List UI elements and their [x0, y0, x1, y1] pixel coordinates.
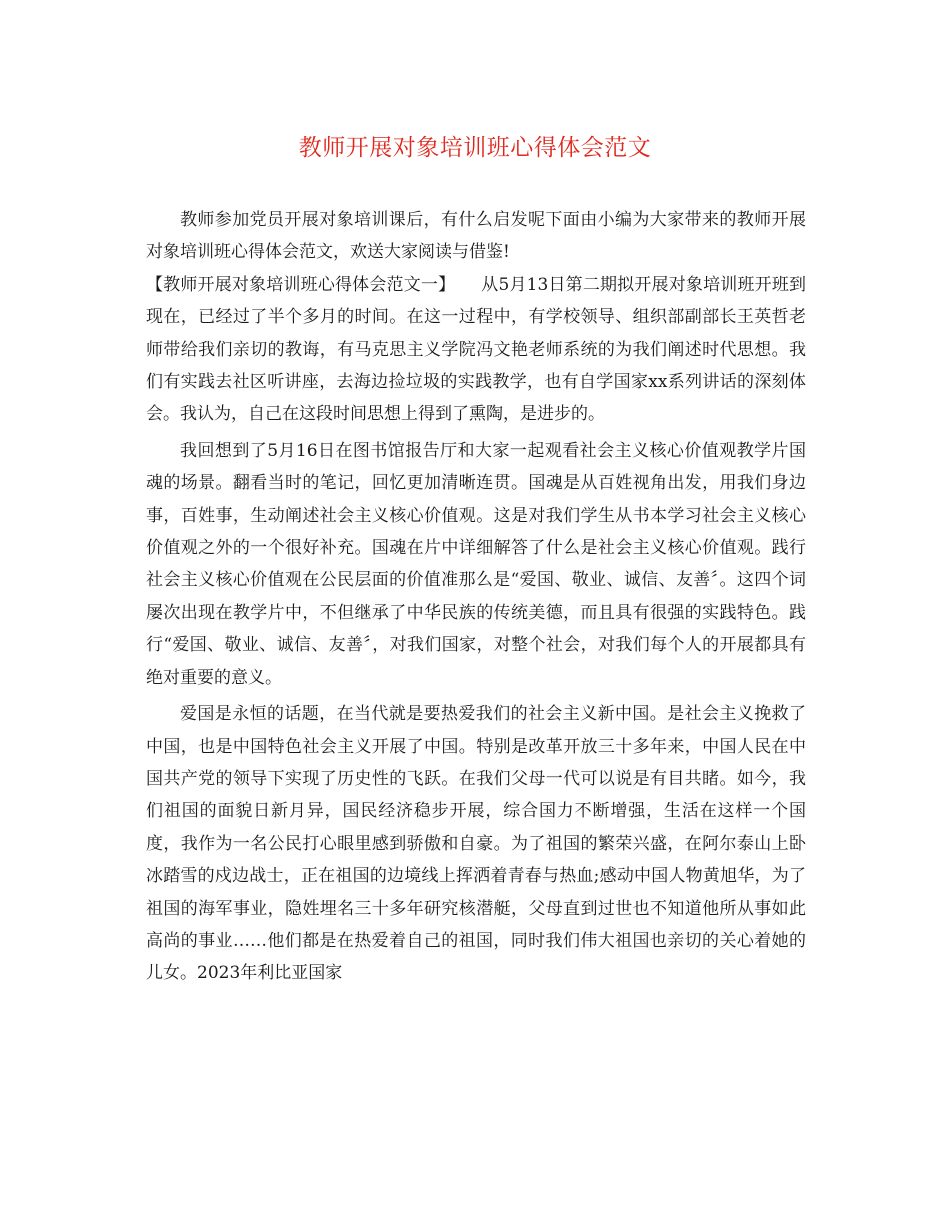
section1-body: 从5月13日第二期拟开展对象培训班开班到现在，已经过了半个多月的时间。在这一过程中，有学校领导、组织部副部长王英哲老师带给我们亲切的教诲，有马克思主义学院冯文艳老师系统的为我们阐述时代思想。我们有实践去社区听讲座，去海边捡垃圾的实践教学，也有自学国家xx系列讲话的深刻体会。我认为，自己在这段时间思想上得到了熏陶，是进步的。 — [146, 274, 807, 425]
memory-paragraph: 我回想到了5月16日在图书馆报告厅和大家一起观看社会主义核心价值观教学片国魂的场景。翻看当时的笔记，回忆更加清晰连贯。国魂是从百姓视角出发，用我们身边事，百姓事，生动阐述社会主义核心价值观。这是对我们学生从书本学习社会主义核心价值观之外的一个很好补充。国魂在片中详细解答了什么是社会主义核心价值观。践行社会主义核心价值观在公民层面的价值准那么是“爱国、敬业、诚信、友善〞。这四个词屡次出现在教学片中，不但继承了中华民族的传统美德，而且具有很强的实践特色。践行“爱国、敬业、诚信、友善〞，对我们国家，对整个社会，对我们每个人的开展都具有绝对重要的意义。 — [146, 440, 806, 688]
section1-paragraph — [146, 269, 806, 431]
document-title: 教师开展对象培训班心得体会范文 — [298, 135, 652, 161]
document-body — [146, 204, 806, 990]
patriotism-paragraph: 爱国是永恒的话题，在当代就是要热爱我们的社会主义新中国。是社会主义挽救了中国，也是中国特色社会主义开展了中国。特别是改革开放三十多年来，中国人民在中国共产党的领导下实现了历史性的飞跃。在我们父母一代可以说是有目共睹。如今，我们祖国的面貌日新月异，国民经济稳步开展，综合国力不断增强，生活在这样一个国度，我作为一名公民打心眼里感到骄傲和自豪。为了祖国的繁荣兴盛，在阿尔泰山上卧冰踏雪的戍边战士，正在祖国的边境线上挥洒着青春与热血;感动中国人物黄旭华，为了祖国的海军事业，隐姓埋名三十多年研究核潜艇，父母直到过世也不知道他所从事如此高尚的事业……他们都是在热爱着自己的祖国，同时我们伟大祖国也亲切的关心着她的儿女。2023年利比亚国家 — [146, 704, 806, 984]
intro-paragraph: 教师参加党员开展对象培训课后，有什么启发呢下面由小编为大家带来的教师开展对象培训班心得体会范文，欢送大家阅读与借鉴! — [146, 210, 806, 263]
section1-marker: 【教师开展对象培训班心得体会范文一】 — [146, 274, 456, 295]
